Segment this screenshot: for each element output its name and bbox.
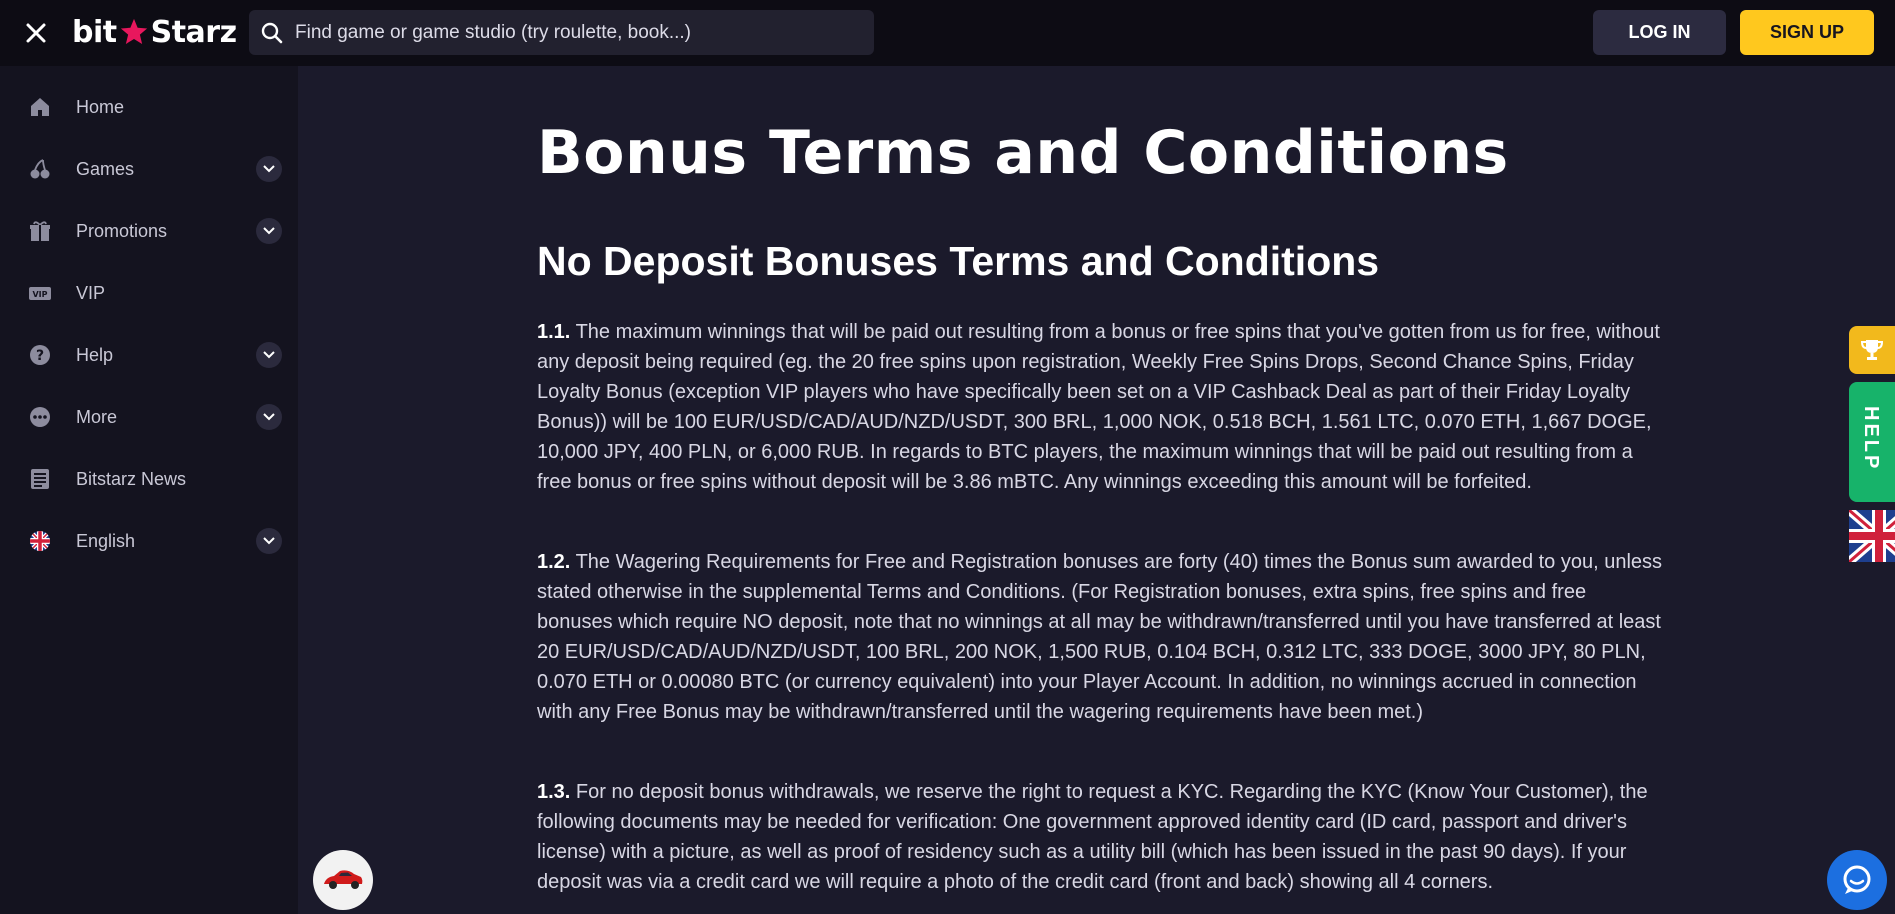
section-title: No Deposit Bonuses Terms and Conditions [537, 238, 1380, 284]
live-chat-button[interactable] [1827, 850, 1887, 910]
help-tab[interactable] [1849, 382, 1895, 502]
sidebar-item-language[interactable] [0, 515, 298, 567]
help-tab-label: HELP [1860, 406, 1882, 472]
sidebar-item-vip[interactable] [0, 267, 298, 319]
terms-paragraph [537, 547, 1667, 727]
chevron-down-icon[interactable] [256, 156, 282, 182]
gift-icon [28, 219, 52, 243]
home-icon [28, 95, 52, 119]
vip-icon [28, 281, 52, 305]
svg-text:?: ? [35, 348, 45, 364]
uk-flag-icon [1849, 510, 1895, 562]
search-bar[interactable] [249, 10, 874, 55]
paragraph-text: For no deposit bonus withdrawals, we reserve the right to request a KYC. Regarding the KYC (Know Your Customer), the following documents may be needed for verification: One government approved identity card (ID card, passport and driver's license) with a picture, as well as proof of residency such as a utility bill (which has been issued in the past 90 days). If your deposit was via a credit card we will require a photo of the credit card (front and back) showing all 4 corners. [537, 781, 1648, 893]
sidebar-item-games[interactable] [0, 143, 298, 195]
sidebar [0, 66, 298, 914]
car-icon [322, 868, 364, 892]
tournaments-tab[interactable] [1849, 326, 1895, 374]
news-icon [28, 467, 52, 491]
paragraph-text: The Wagering Requirements for Free and Registration bonuses are forty (40) times the Bonus sum awarded to you, unless stated otherwise in the supplemental Terms and Conditions. (For Registration bonuses, extra spins, free spins and free bonuses which require NO deposit, note that no winnings at all may be withdrawn/transferred until you have transferred at least 20 EUR/USD/CAD/AUD/NZD/USDT, 100 BRL, 200 NOK, 1,500 RUB, 0.104 BCH, 0.312 LTC, 333 DOGE, 3000 JPY, 80 PLN, 0.070 ETH or 0.00080 BTC (or currency equivalent) into your Player Account. In addition, no winnings accrued in connection with any Free Bonus may be withdrawn/transferred until the wagering requirements have been met.) [537, 551, 1663, 723]
star-icon [119, 17, 149, 47]
chevron-down-icon[interactable] [256, 218, 282, 244]
paragraph-number: 1.2. [537, 551, 571, 573]
sidebar-item-home[interactable] [0, 81, 298, 133]
trophy-icon [1860, 338, 1884, 362]
promo-car-widget[interactable] [313, 850, 373, 910]
sidebar-item-label: Bitstarz News [76, 468, 187, 489]
signup-button[interactable]: SIGN UP [1740, 10, 1874, 55]
language-flag-tab[interactable] [1849, 510, 1895, 562]
login-button[interactable]: LOG IN [1593, 10, 1726, 55]
sidebar-item-label: Help [76, 344, 114, 365]
sidebar-item-promotions[interactable] [0, 205, 298, 257]
close-menu-button[interactable] [20, 17, 52, 49]
search-input[interactable] [293, 21, 857, 45]
main-content [298, 66, 1895, 914]
help-icon [28, 343, 52, 367]
logo-text-bit: bit [72, 14, 117, 50]
sidebar-item-label: VIP [76, 282, 106, 303]
sidebar-item-help[interactable] [0, 329, 298, 381]
sidebar-item-label: Home [76, 96, 125, 117]
chat-icon [1840, 863, 1874, 897]
cherry-icon [28, 157, 52, 181]
more-icon [28, 405, 52, 429]
sidebar-item-label: English [76, 530, 136, 551]
paragraph-number: 1.1. [537, 321, 571, 343]
paragraph-number: 1.3. [537, 781, 571, 803]
terms-paragraph [537, 777, 1667, 897]
terms-paragraph [537, 317, 1667, 497]
sidebar-item-label: Promotions [76, 220, 168, 241]
sidebar-item-label: Games [76, 158, 135, 179]
bitstarz-logo[interactable] [72, 12, 237, 52]
chevron-down-icon[interactable] [256, 528, 282, 554]
top-bar [0, 0, 1895, 66]
chevron-down-icon[interactable] [256, 404, 282, 430]
sidebar-item-news[interactable] [0, 453, 298, 505]
search-icon [261, 22, 283, 44]
page-title: Bonus Terms and Conditions [537, 118, 1509, 188]
close-icon [25, 22, 47, 44]
sidebar-item-label: More [76, 406, 118, 427]
logo-text-starz: Starz [150, 14, 237, 50]
sidebar-item-more[interactable] [0, 391, 298, 443]
uk-flag-icon [28, 529, 52, 553]
chevron-down-icon[interactable] [256, 342, 282, 368]
svg-text:VIP: VIP [32, 290, 48, 299]
paragraph-text: The maximum winnings that will be paid out resulting from a bonus or free spins that you've gotten from us for free, without any deposit being required (eg. the 20 free spins upon registration, Weekly Free Spins Drops, Second Chance Spins, Friday Loyalty Bonus (exception VIP players who have specifically been set on a VIP Cashback Deal as part of their Friday Loyalty Bonus)) will be 100 EUR/USD/CAD/AUD/NZD/USDT, 300 BRL, 1,000 NOK, 0.518 BCH, 1.561 LTC, 0.070 ETH, 1,667 DOGE, 10,000 JPY, 400 PLN, or 6,000 RUB. In regards to BTC players, the maximum winnings that will be paid out resulting from a free bonus or free spins without deposit will be 3.86 mBTC. Any winnings exceeding this amount will be forfeited. [537, 321, 1660, 493]
